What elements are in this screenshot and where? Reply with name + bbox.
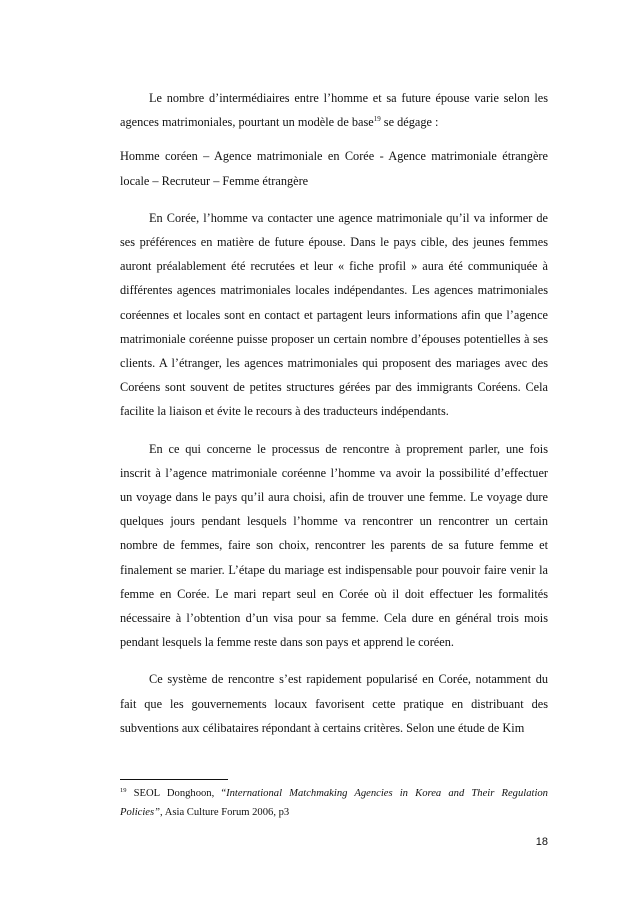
footnote-reference: 19 xyxy=(373,115,381,124)
paragraph-agencies: En Corée, l’homme va contacter une agence matrimoniale qu’il va informer de ses préférences en matière de future épouse. Dans le pays cible, des jeunes femmes auront préalablement été recrutées et leur « fiche profil » aura été communiquée à différentes agences matrimoniales locales indépendantes. Les agences matrimoniales coréennes et locales sont en contact et partagent leurs informations afin que l’agence matrimoniale coréenne puisse proposer un certain nombre d’épouses potentielles à ses clients. A l’étranger, les agences matrimoniales qui proposent des mariages avec des Coréens sont souvent de petites structures gérées par des immigrants Coréens. Cela facilite la liaison et évite le recours à des traducteurs indépendants. xyxy=(120,210,548,419)
page-number: 18 xyxy=(535,836,548,848)
footnote: $^{19}$ SEOL Donghoon, “International Matchmaking Agencies in Korea and Their Regulation Policies”, Asia Culture Forum 2006, p3 xyxy=(120,787,548,818)
footnote-separator xyxy=(120,779,228,780)
paragraph-popularity: Ce système de rencontre s’est rapidement popularisé en Corée, notamment du fait que les gouvernements locaux favorisent cette pratique en distribuant des subventions aux célibataires répondant à certains critères. Selon une étude de Kim xyxy=(120,672,548,735)
footnote-title: International Matchmaking Agencies in Korea and Their Regulation Policies” xyxy=(120,788,548,818)
paragraph-chain: Homme coréen – Agence matrimoniale en Corée - Agence matrimoniale étrangère locale – Recruteur – Femme étrangère xyxy=(120,149,548,188)
paragraph-process: En ce qui concerne le processus de rencontre à proprement parler, une fois inscrit à l’agence matrimoniale coréenne l’homme va avoir la possibilité d’effectuer un voyage dans le pays qu’il aura choisi, afin de trouver une femme. Le voyage dure quelques jours pendant lesquels l’homme va rencontrer un rencontrer un certain nombre de femmes, faire son choix, rencontrer les parents de sa future femme et finalement se marier. L’étape du mariage est indispensable pour pouvoir faire venir la femme en Corée. Le mari repart seul en Corée où il doit effectuer les formalités nécessaire à l’obtention d’un visa pour sa femme. Cela dure en général trois mois pendant lesquels la femme reste dans son pays et apprend le coréen. xyxy=(120,441,548,650)
paragraph-intro: Le nombre d’intermédiaires entre l’homme et sa future épouse varie selon les agences matrimoniales, pourtant un modèle de base$^{19}$ se dégage : xyxy=(120,91,548,130)
footnote-number: 19 xyxy=(120,787,127,794)
body-text xyxy=(120,86,548,753)
